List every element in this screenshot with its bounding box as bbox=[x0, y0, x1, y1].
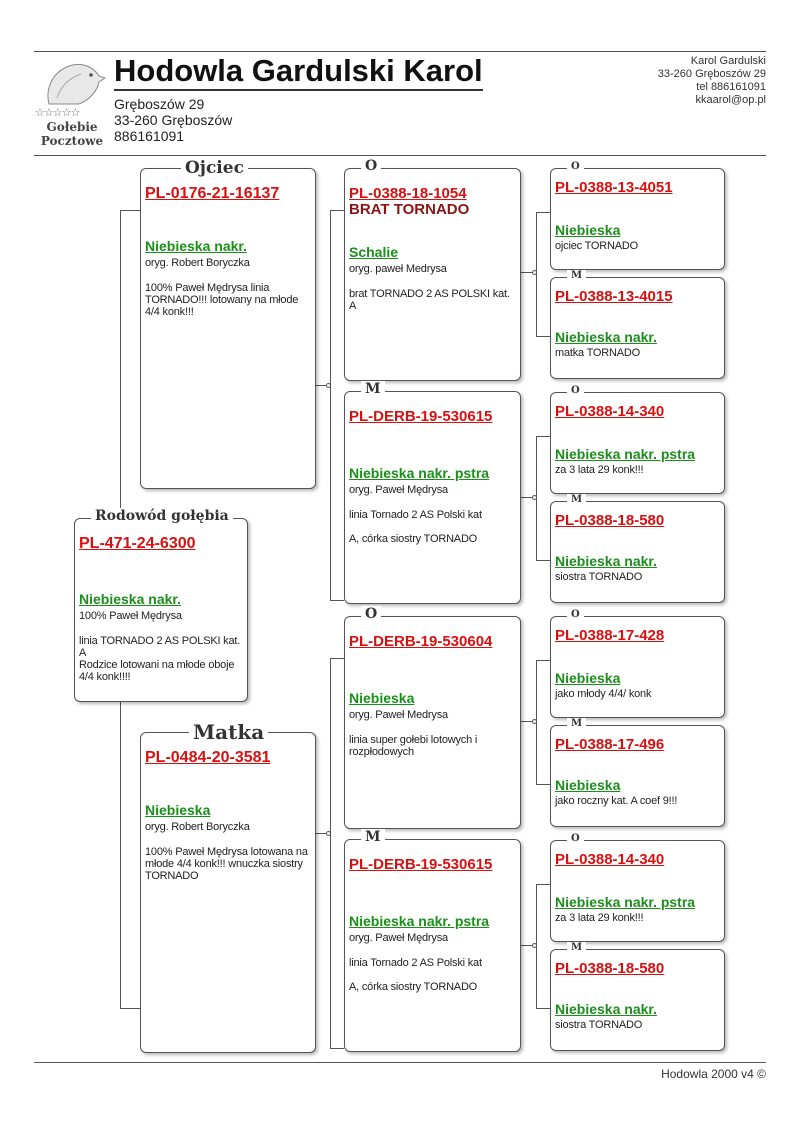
pigeon-color: Niebieska nakr. bbox=[79, 591, 181, 607]
pigeon-color: Niebieska bbox=[555, 670, 621, 686]
kennel-address bbox=[114, 96, 232, 144]
ring-number[interactable]: PL-0388-18-580 bbox=[555, 512, 665, 529]
pigeon-color: Niebieska nakr. bbox=[145, 238, 247, 254]
logo-stars: ☆☆☆☆☆ bbox=[35, 107, 80, 119]
pigeon-notes: siostra TORNADO bbox=[555, 1019, 643, 1031]
great-grandparent-label: M bbox=[567, 942, 586, 953]
address-line: Gręboszów 29 bbox=[114, 96, 205, 112]
ring-number[interactable]: PL-0388-18-1054 bbox=[349, 185, 467, 202]
pigeon-icon bbox=[35, 58, 107, 108]
grandparent-card[interactable] bbox=[344, 158, 521, 381]
subject-pigeon-card[interactable] bbox=[74, 508, 248, 702]
pigeon-notes: za 3 lata 29 konk!!! bbox=[555, 464, 644, 476]
pigeon-notes: siostra TORNADO bbox=[555, 571, 643, 583]
software-credit: Hodowla 2000 v4 © bbox=[661, 1067, 766, 1081]
grandparent-card[interactable] bbox=[344, 606, 521, 829]
great-grandparent-label: O bbox=[567, 161, 584, 172]
ring-number[interactable]: PL-DERB-19-530615 bbox=[349, 408, 493, 425]
phone-line: 886161091 bbox=[114, 128, 185, 144]
ring-number[interactable]: PL-0388-13-4015 bbox=[555, 288, 673, 305]
owner-address: 33-260 Gręboszów 29 bbox=[657, 68, 766, 80]
breeder-origin: oryg. Robert Boryczka bbox=[145, 821, 250, 833]
ring-number[interactable]: PL-0388-17-428 bbox=[555, 627, 665, 644]
address-line: 33-260 Gręboszów bbox=[114, 112, 233, 128]
logo-text-line2: Pocztowe bbox=[40, 134, 104, 148]
header-top-rule bbox=[34, 51, 766, 52]
great-grandparent-label: O bbox=[567, 833, 584, 844]
great-grandparent-card[interactable] bbox=[550, 718, 725, 827]
great-grandparent-card[interactable] bbox=[550, 385, 725, 494]
grandparent-label: M bbox=[361, 829, 385, 845]
owner-contact bbox=[658, 55, 766, 107]
grandparent-label: O bbox=[361, 158, 381, 174]
pigeon-color: Niebieska bbox=[145, 802, 211, 818]
father-card[interactable] bbox=[140, 158, 316, 489]
grandparent-label: O bbox=[361, 606, 381, 622]
pigeon-notes: linia TORNADO 2 AS POLSKI kat. A Rodzice lotowani na młode oboje 4/4 konk!!!! bbox=[79, 635, 241, 683]
breeder-origin: oryg. paweł Medrysa bbox=[349, 263, 447, 275]
breeder-origin: oryg. Paweł Medrysa bbox=[349, 709, 448, 721]
ring-number[interactable]: PL-0388-18-580 bbox=[555, 960, 665, 977]
mother-label: Matka bbox=[189, 720, 268, 744]
pigeon-color: Schalie bbox=[349, 244, 399, 260]
pigeon-color: Niebieska nakr. bbox=[555, 553, 657, 569]
owner-name: Karol Gardulski bbox=[690, 55, 766, 67]
great-grandparent-card[interactable] bbox=[550, 609, 725, 718]
ring-number[interactable]: PL-0388-14-340 bbox=[555, 851, 665, 868]
breeder-origin: 100% Paweł Mędrysa bbox=[79, 610, 182, 622]
owner-phone: tel 886161091 bbox=[696, 81, 766, 93]
pigeon-notes: linia Tornado 2 AS Polski kat A, córka siostry TORNADO bbox=[349, 509, 482, 545]
owner-email[interactable]: kkaarol@op.pl bbox=[695, 94, 766, 106]
pigeon-notes: za 3 lata 29 konk!!! bbox=[555, 912, 644, 924]
pigeon-notes: 100% Paweł Mędrysa linia TORNADO!!! lotowany na młode 4/4 konk!!! bbox=[145, 282, 299, 318]
great-grandparent-card[interactable] bbox=[550, 942, 725, 1051]
great-grandparent-card[interactable] bbox=[550, 833, 725, 942]
logo bbox=[35, 58, 107, 148]
ring-number[interactable]: PL-0388-17-496 bbox=[555, 736, 665, 753]
pigeon-notes: linia Tornado 2 AS Polski kat A, córka siostry TORNADO bbox=[349, 957, 482, 993]
footer-rule bbox=[34, 1062, 766, 1063]
great-grandparent-card[interactable] bbox=[550, 270, 725, 379]
great-grandparent-label: O bbox=[567, 385, 584, 396]
pigeon-color: Niebieska nakr. bbox=[555, 329, 657, 345]
great-grandparent-label: M bbox=[567, 718, 586, 729]
ring-number[interactable]: PL-0176-21-16137 bbox=[145, 185, 280, 202]
ring-number[interactable]: PL-0388-13-4051 bbox=[555, 179, 673, 196]
great-grandparent-card[interactable] bbox=[550, 161, 725, 270]
ring-number[interactable]: PL-471-24-6300 bbox=[79, 535, 196, 552]
pigeon-notes: linia super gołebi lotowych i rozpłodowych bbox=[349, 734, 478, 758]
great-grandparent-label: O bbox=[567, 609, 584, 620]
ring-number[interactable]: PL-0484-20-3581 bbox=[145, 749, 271, 766]
grandparent-card[interactable] bbox=[344, 381, 521, 604]
great-grandparent-label: M bbox=[567, 270, 586, 281]
ring-number[interactable]: PL-DERB-19-530615 bbox=[349, 856, 493, 873]
pigeon-color: Niebieska bbox=[555, 777, 621, 793]
pigeon-color: Niebieska bbox=[555, 222, 621, 238]
pigeon-notes: brat TORNADO 2 AS POLSKI kat. A bbox=[349, 288, 510, 312]
great-grandparent-card[interactable] bbox=[550, 494, 725, 603]
breeder-origin: oryg. Paweł Mędrysa bbox=[349, 932, 448, 944]
pigeon-color: Niebieska nakr. pstra bbox=[555, 894, 696, 910]
breeder-origin: oryg. Robert Boryczka bbox=[145, 257, 250, 269]
pigeon-color: Niebieska nakr. pstra bbox=[555, 446, 696, 462]
pigeon-color: Niebieska nakr. bbox=[555, 1001, 657, 1017]
pigeon-notes: 100% Paweł Mędrysa lotowana na młode 4/4 konk!!! wnuczka siostry TORNADO bbox=[145, 846, 308, 882]
grandparent-label: M bbox=[361, 381, 385, 397]
pigeon-notes: jako roczny kat. A coef 9!!! bbox=[555, 795, 678, 807]
pigeon-notes: jako młody 4/4/ konk bbox=[555, 688, 652, 700]
breeder-origin: oryg. Paweł Mędrysa bbox=[349, 484, 448, 496]
pigeon-color: Niebieska bbox=[349, 690, 415, 706]
logo-text-line1: Gołebie bbox=[46, 120, 98, 134]
mother-card[interactable] bbox=[140, 720, 316, 1053]
pigeon-color: Niebieska nakr. pstra bbox=[349, 465, 490, 481]
pigeon-notes: matka TORNADO bbox=[555, 347, 641, 359]
pigeon-name: BRAT TORNADO bbox=[349, 201, 470, 218]
pigeon-notes: ojciec TORNADO bbox=[555, 240, 638, 252]
header-bottom-rule bbox=[34, 155, 766, 156]
subject-label: Rodowód gołębia bbox=[91, 508, 233, 524]
pigeon-color: Niebieska nakr. pstra bbox=[349, 913, 490, 929]
ring-number[interactable]: PL-0388-14-340 bbox=[555, 403, 665, 420]
great-grandparent-label: M bbox=[567, 494, 586, 505]
ring-number[interactable]: PL-DERB-19-530604 bbox=[349, 633, 493, 650]
grandparent-card[interactable] bbox=[344, 829, 521, 1052]
father-label: Ojciec bbox=[181, 158, 248, 178]
kennel-title: Hodowla Gardulski Karol bbox=[114, 54, 483, 91]
